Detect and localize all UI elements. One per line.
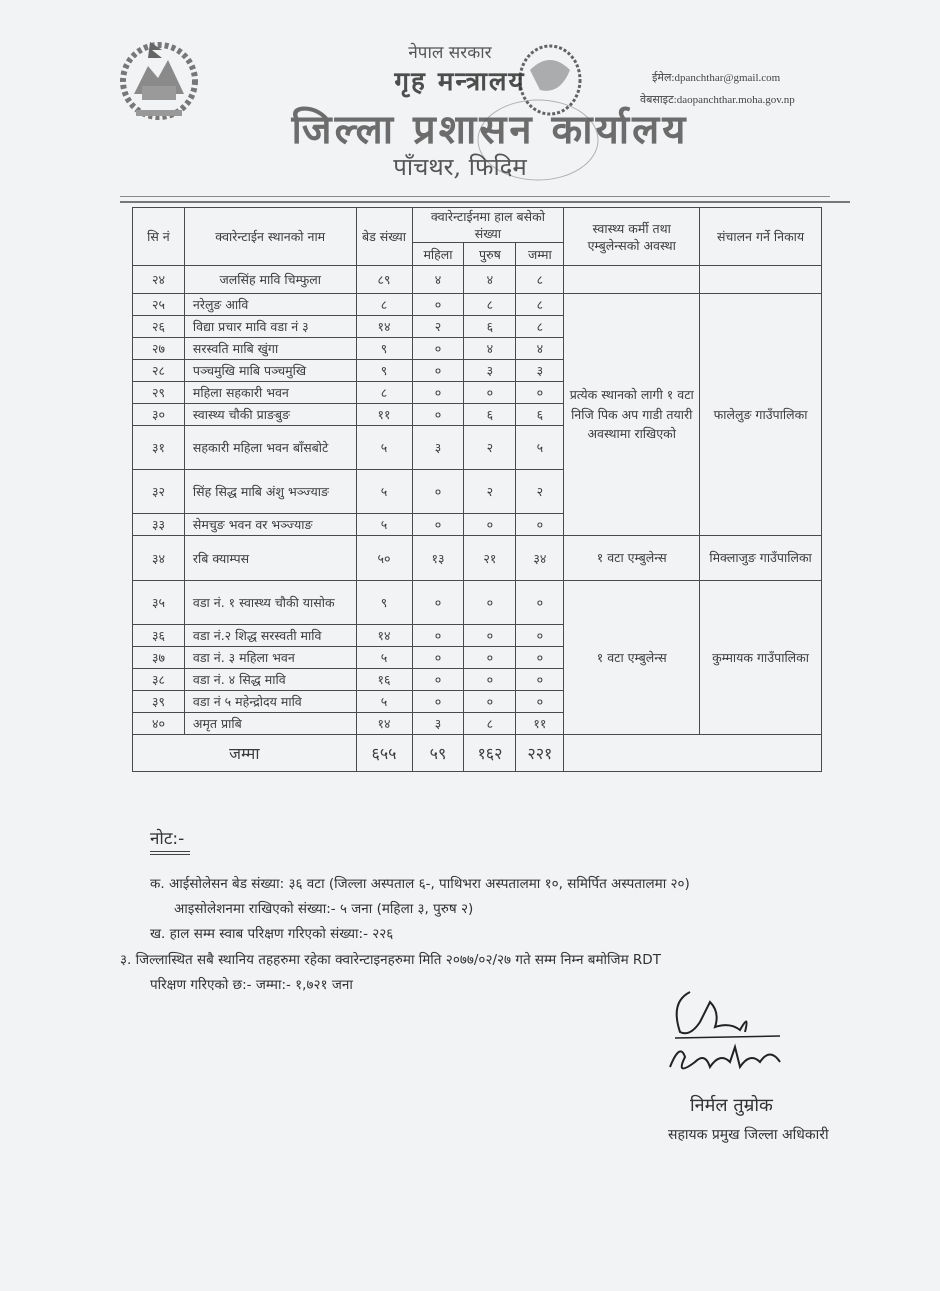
table-row	[133, 294, 822, 316]
cell-sn: ३८	[133, 669, 185, 691]
note-three-cont: परिक्षण गरिएको छ:- जम्मा:- १,७२१ जना	[150, 977, 353, 993]
cell-male: ४	[464, 338, 516, 360]
cell-beds: ११	[356, 404, 412, 426]
cell-female: ३	[412, 713, 464, 735]
cell-health-empty	[564, 266, 700, 294]
cell-name: वडा नं. १ स्वास्थ्य चौकी यासोक	[184, 581, 356, 625]
cell-beds: १४	[356, 625, 412, 647]
cell-name: स्वास्थ्य चौकी प्राङबुङ	[184, 404, 356, 426]
header-beds: बेड संख्या	[356, 208, 412, 266]
cell-male: ६	[464, 316, 516, 338]
email-line	[652, 70, 780, 85]
cell-female: ०	[412, 691, 464, 713]
cell-total: ८	[516, 266, 564, 294]
cell-female: ०	[412, 360, 464, 382]
cell-male: ०	[464, 691, 516, 713]
email-value[interactable]: dpanchthar@gmail.com	[674, 72, 781, 84]
cell-sn: ३२	[133, 470, 185, 514]
cell-male: ०	[464, 581, 516, 625]
signatory-name: निर्मल तुम्रोक	[690, 1095, 773, 1116]
cell-kummayak-operator: कुम्मायक गाउँपालिका	[700, 581, 822, 735]
cell-beds: ५	[356, 470, 412, 514]
header-health: स्वास्थ्य कर्मी तथा एम्बुलेन्सको अवस्था	[564, 208, 700, 266]
cell-total: ०	[516, 382, 564, 404]
cell-male: २	[464, 426, 516, 470]
cell-name: महिला सहकारी भवन	[184, 382, 356, 404]
cell-name: वडा नं. ३ महिला भवन	[184, 647, 356, 669]
cell-name: नरेलुङ आवि	[184, 294, 356, 316]
cell-sn: ३६	[133, 625, 185, 647]
cell-total: ११	[516, 713, 564, 735]
note-three: ३. जिल्लास्थित सबै स्थानिय तहहरुमा रहेका क्वारेन्टाइनहरुमा मिति २०७७/०२/२७ गते सम्म निम्न बमोजिम RDT	[120, 952, 661, 968]
cell-name: वडा नं ५ महेन्द्रोदय मावि	[184, 691, 356, 713]
cell-female: ३	[412, 426, 464, 470]
cell-female: ०	[412, 470, 464, 514]
header-divider-thin	[120, 196, 830, 197]
header-name: क्वारेन्टाईन स्थानको नाम	[184, 208, 356, 266]
cell-total: २	[516, 470, 564, 514]
website-label: वेबसाइट:	[640, 94, 677, 106]
cell-female: ०	[412, 514, 464, 536]
note-ka-isolation: आइसोलेशनमा राखिएको संख्या:- ५ जना (महिला ३, पुरुष २)	[174, 901, 474, 917]
cell-name: रबि क्याम्पस	[184, 536, 356, 581]
cell-miklajung-health: १ वटा एम्बुलेन्स	[564, 536, 700, 581]
cell-sn: २५	[133, 294, 185, 316]
cell-total: ०	[516, 669, 564, 691]
cell-female: ०	[412, 647, 464, 669]
cell-beds: १४	[356, 316, 412, 338]
cell-name: जलसिंह मावि चिम्फुला	[184, 266, 356, 294]
cell-sn: ३७	[133, 647, 185, 669]
total-total: २२१	[516, 735, 564, 772]
cell-male: ६	[464, 404, 516, 426]
cell-total: ०	[516, 691, 564, 713]
header-sn: सि नं	[133, 208, 185, 266]
cell-sn: ३९	[133, 691, 185, 713]
cell-sn: २७	[133, 338, 185, 360]
total-beds: ६५५	[356, 735, 412, 772]
quarantine-table	[132, 207, 822, 772]
cell-total: ०	[516, 514, 564, 536]
cell-name: सहकारी महिला भवन बाँसबोटे	[184, 426, 356, 470]
notes-title-underline	[150, 851, 190, 855]
header-divider-thick	[120, 201, 850, 203]
note-kha: ख. हाल सम्म स्वाब परिक्षण गरिएको संख्या:- २२६	[150, 926, 394, 942]
cell-name: पञ्चमुखि माबि पञ्चमुखि	[184, 360, 356, 382]
office-name: जिल्ला प्रशासन कार्यालय	[291, 106, 689, 153]
total-female: ५९	[412, 735, 464, 772]
cell-sn: २४	[133, 266, 185, 294]
cell-male: ८	[464, 294, 516, 316]
cell-male: ०	[464, 514, 516, 536]
cell-name: सिंह सिद्ध माबि अंशु भञ्ज्याङ	[184, 470, 356, 514]
notes-title: नोट:-	[150, 829, 185, 849]
cell-male: ४	[464, 266, 516, 294]
cell-beds: ५	[356, 514, 412, 536]
cell-total: ३४	[516, 536, 564, 581]
table-row	[133, 581, 822, 625]
total-male: १६२	[464, 735, 516, 772]
cell-name: सेमचुङ भवन वर भञ्ज्याङ	[184, 514, 356, 536]
cell-male: २१	[464, 536, 516, 581]
header-current: क्वारेन्टाईनमा हाल बसेको संख्या	[412, 208, 564, 243]
header-operator: संचालन गर्ने निकाय	[700, 208, 822, 266]
cell-total: ०	[516, 625, 564, 647]
cell-male: ०	[464, 625, 516, 647]
cell-female: ०	[412, 338, 464, 360]
cell-total: ४	[516, 338, 564, 360]
cell-name: विद्या प्रचार मावि वडा नं ३	[184, 316, 356, 338]
cell-sn: ३५	[133, 581, 185, 625]
cell-male: ८	[464, 713, 516, 735]
cell-male: ०	[464, 382, 516, 404]
cell-beds: ९	[356, 581, 412, 625]
cell-sn: ३३	[133, 514, 185, 536]
cell-sn: २९	[133, 382, 185, 404]
cell-name: सरस्वति माबि खुंगा	[184, 338, 356, 360]
cell-female: ०	[412, 294, 464, 316]
cell-female: ०	[412, 669, 464, 691]
email-label: ईमेल:	[652, 72, 675, 84]
cell-beds: ५	[356, 691, 412, 713]
cell-beds: ९	[356, 360, 412, 382]
cell-beds: १६	[356, 669, 412, 691]
cell-male: २	[464, 470, 516, 514]
government-name: नेपाल सरकार	[408, 43, 492, 63]
table-total-row	[133, 735, 822, 772]
cell-total: ८	[516, 316, 564, 338]
cell-female: ०	[412, 625, 464, 647]
cell-female: ०	[412, 404, 464, 426]
cell-beds: ५०	[356, 536, 412, 581]
cell-female: १३	[412, 536, 464, 581]
cell-beds: ८९	[356, 266, 412, 294]
cell-sn: ३०	[133, 404, 185, 426]
cell-name: वडा नं. ४ सिद्ध मावि	[184, 669, 356, 691]
cell-sn: ४०	[133, 713, 185, 735]
total-empty	[564, 735, 822, 772]
website-line	[640, 92, 795, 107]
signatory-title: सहायक प्रमुख जिल्ला अधिकारी	[668, 1127, 829, 1143]
cell-male: ३	[464, 360, 516, 382]
cell-miklajung-operator: मिक्लाजुङ गाउँपालिका	[700, 536, 822, 581]
cell-sn: ३१	[133, 426, 185, 470]
cell-beds: ९	[356, 338, 412, 360]
table-row	[133, 266, 822, 294]
official-stamp-icon	[468, 40, 608, 190]
cell-beds: ८	[356, 294, 412, 316]
website-value[interactable]: daopanchthar.moha.gov.np	[676, 94, 795, 106]
header-male: पुरुष	[464, 243, 516, 266]
cell-operator-empty	[700, 266, 822, 294]
cell-beds: ८	[356, 382, 412, 404]
cell-male: ०	[464, 669, 516, 691]
cell-total: ०	[516, 647, 564, 669]
header-total: जम्मा	[516, 243, 564, 266]
cell-total: ५	[516, 426, 564, 470]
cell-beds: १४	[356, 713, 412, 735]
cell-total: ६	[516, 404, 564, 426]
signature-icon	[660, 982, 800, 1082]
header-female: महिला	[412, 243, 464, 266]
note-ka: क. आईसोलेसन बेड संख्या: ३६ वटा (जिल्ला अस्पताल ६-, पाथिभरा अस्पतालमा १०, समिर्पित अस्पतालमा २०)	[150, 876, 690, 892]
cell-phalelung-operator: फालेलुङ गाउँपालिका	[700, 294, 822, 536]
cell-kummayak-health: १ वटा एम्बुलेन्स	[564, 581, 700, 735]
cell-female: ४	[412, 266, 464, 294]
office-location: पाँचथर, फिदिम	[393, 153, 527, 181]
cell-name: वडा नं.२ शिद्ध सरस्वती मावि	[184, 625, 356, 647]
total-label: जम्मा	[133, 735, 357, 772]
cell-sn: २६	[133, 316, 185, 338]
cell-male: ०	[464, 647, 516, 669]
cell-phalelung-health: प्रत्येक स्थानको लागी १ वटा निजि पिक अप गाडी तयारी अवस्थामा राखिएको	[564, 294, 700, 536]
cell-total: ०	[516, 581, 564, 625]
ministry-name: गृह मन्त्रालय	[394, 67, 526, 97]
cell-name: अमृत प्राबि	[184, 713, 356, 735]
cell-female: ०	[412, 382, 464, 404]
cell-female: २	[412, 316, 464, 338]
cell-total: ८	[516, 294, 564, 316]
cell-beds: ५	[356, 426, 412, 470]
table-header-row	[133, 208, 822, 243]
cell-total: ३	[516, 360, 564, 382]
cell-female: ०	[412, 581, 464, 625]
cell-sn: ३४	[133, 536, 185, 581]
cell-sn: २८	[133, 360, 185, 382]
cell-beds: ५	[356, 647, 412, 669]
table-row	[133, 536, 822, 581]
